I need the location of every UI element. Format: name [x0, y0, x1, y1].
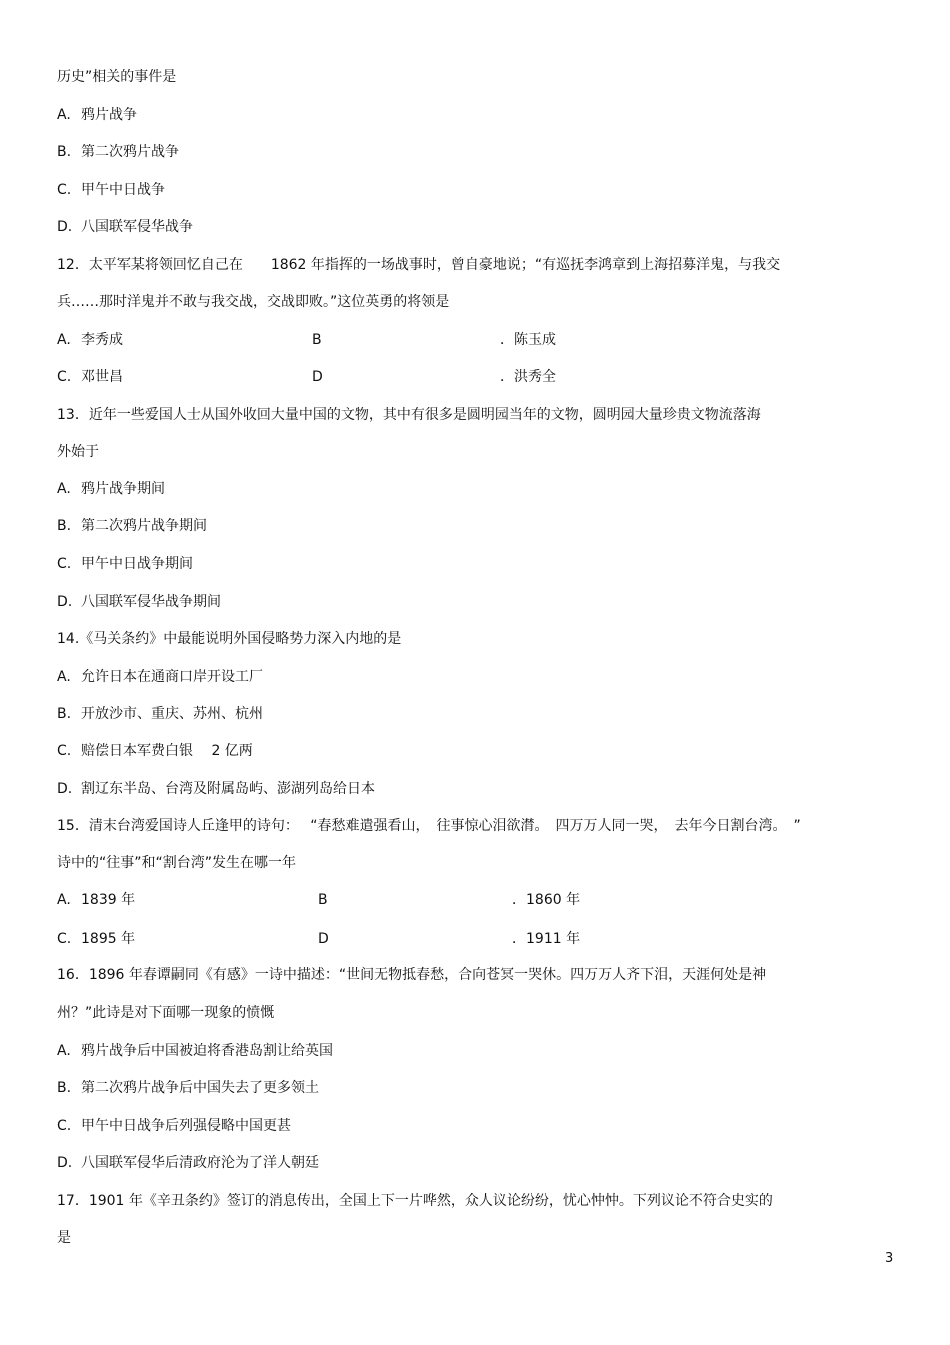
q15-option-a: A. 1839 年 — [57, 892, 136, 908]
q13-option-d: D. 八国联军侵华战争期间 — [57, 594, 221, 610]
page-number: 3 — [885, 1251, 894, 1266]
q16-stem-line2: 州？”此诗是对下面哪一现象的愤慨 — [57, 1005, 275, 1021]
q12-stem-line1: 12．太平军某将领回忆自己在 1862 年指挥的一场战事时，曾自豪地说；“有巡抚李鸿章到上海招募洋鬼，与我交 — [57, 257, 781, 273]
q13-stem-line1: 13．近年一些爱国人士从国外收回大量中国的文物，其中有很多是圆明园当年的文物，圆明园大量珍贵文物流落海 — [57, 407, 761, 423]
q13-option-a: A. 鸦片战争期间 — [57, 481, 165, 497]
q15-option-d-text: ．1911 年 — [512, 931, 581, 947]
q14-option-a: A. 允许日本在通商口岸开设工厂 — [57, 669, 263, 685]
q15-stem-line2: 诗中的“往事”和“割台湾”发生在哪一年 — [57, 855, 297, 871]
q15-option-b-letter: B — [318, 892, 328, 908]
q14-stem: 14.《马关条约》中最能说明外国侵略势力深入内地的是 — [57, 631, 402, 647]
q17-stem-line1: 17．1901 年《辛丑条约》签订的消息传出，全国上下一片哗然，众人议论纷纷，忧心忡忡。下列议论不符合史实的 — [57, 1193, 773, 1209]
q14-option-d: D. 割辽东半岛、台湾及附属岛屿、澎湖列岛给日本 — [57, 781, 375, 797]
q16-option-b: B. 第二次鸦片战争后中国失去了更多领土 — [57, 1080, 319, 1096]
q11-stem-tail: 历史”相关的事件是 — [57, 69, 177, 85]
q12-option-a: A. 李秀成 — [57, 332, 123, 348]
q11-option-b: B. 第二次鸦片战争 — [57, 144, 179, 160]
q16-option-a: A. 鸦片战争后中国被迫将香港岛割让给英国 — [57, 1043, 333, 1059]
q11-option-c: C. 甲午中日战争 — [57, 182, 165, 198]
q12-option-b-letter: B — [312, 332, 322, 348]
q11-option-a: A. 鸦片战争 — [57, 107, 137, 123]
q12-option-b-text: ．陈玉成 — [500, 332, 556, 348]
q14-option-b: B. 开放沙市、重庆、苏州、杭州 — [57, 706, 263, 722]
q13-stem-line2: 外始于 — [57, 444, 99, 460]
q13-option-c: C. 甲午中日战争期间 — [57, 556, 193, 572]
q14-option-c: C. 赔偿日本军费白银 2 亿两 — [57, 743, 253, 759]
q11-option-d: D. 八国联军侵华战争 — [57, 219, 193, 235]
q15-option-d-letter: D — [318, 931, 329, 947]
q13-option-b: B. 第二次鸦片战争期间 — [57, 518, 207, 534]
q16-option-c: C. 甲午中日战争后列强侵略中国更甚 — [57, 1118, 291, 1134]
q17-stem-line2: 是 — [57, 1230, 71, 1246]
q15-option-c: C. 1895 年 — [57, 931, 136, 947]
q12-option-c: C. 邓世昌 — [57, 369, 123, 385]
q15-option-b-text: ．1860 年 — [512, 892, 581, 908]
q16-stem-line1: 16．1896 年春谭嗣同《有感》一诗中描述：“世间无物抵春愁，合向苍冥一哭休。四万万人齐下泪，天涯何处是神 — [57, 967, 767, 983]
q12-stem-line2: 兵……那时洋鬼并不敢与我交战，交战即败。”这位英勇的将领是 — [57, 294, 450, 310]
q12-option-d-text: ．洪秀全 — [500, 369, 556, 385]
q15-stem-line1: 15．清末台湾爱国诗人丘逢甲的诗句： “春愁难遣强看山， 往事惊心泪欲潸。 四万万人同一哭， 去年今日割台湾。 ” — [57, 818, 801, 834]
q12-option-d-letter: D — [312, 369, 323, 385]
q16-option-d: D. 八国联军侵华后清政府沦为了洋人朝廷 — [57, 1155, 319, 1171]
